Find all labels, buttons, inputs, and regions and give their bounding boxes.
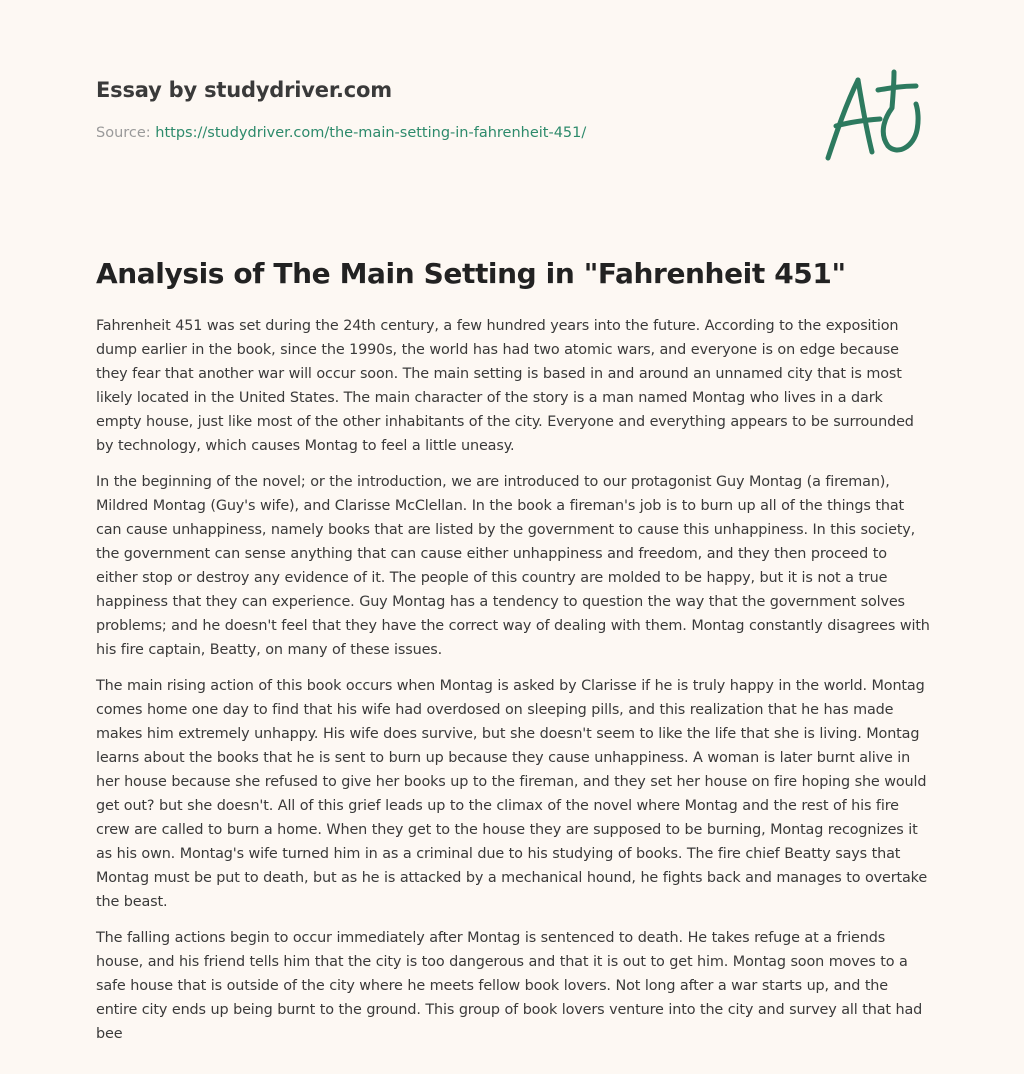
plus-horizontal-stroke	[878, 86, 916, 90]
header	[96, 76, 392, 104]
source-link[interactable]: https://studydriver.com/the-main-setting-in-fahrenheit-451/	[155, 125, 587, 141]
essay-paragraph: The main rising action of this book occurs when Montag is asked by Clarisse if he is truly happy in the world. Montag comes home one day to find that his wife had overdosed on sleeping pills, and this realization that he has made makes him extremely unhappy. His wife does survive, but she doesn't seem to like the life that she is living. Montag learns about the books that he is sent to burn up because they cause unhappiness. A woman is later burnt alive in her house because she refused to give her books up to the fireman, and they set her house on fire hoping she would get out? but she doesn't. All of this grief leads up to the climax of the novel where Montag and the rest of his fire crew are called to burn a home. When they get to the house they are supposed to be burning, Montag recognizes it as his own. Montag's wife turned him in as a criminal due to his studying of books. The fire chief Beatty says that Montag must be put to death, but as he is attacked by a mechanical hound, he fights back and manages to overtake the beast.	[96, 678, 928, 910]
essay-title: Analysis of The Main Setting in "Fahrenheit 451"	[96, 257, 846, 290]
a-right-stroke	[858, 80, 872, 152]
essay-paragraph: In the beginning of the novel; or the introduction, we are introduced to our protagonist Guy Montag (a fireman), Mildred Montag (Guy's wife), and Clarisse McClellan. In the book a fireman's job is to burn up all of the things that can cause unhappiness, namely books that are listed by the government to cause this unhappiness. In this society, the government can sense anything that can cause either unhappiness and freedom, and they then proceed to either stop or destroy any evidence of it. The people of this country are molded to be happy, but it is not a true happiness that they can experience. Guy Montag has a tendency to question the way that the government solves problems; and he doesn't feel that they have the correct way of dealing with them. Montag constantly disagrees with his fire captain, Beatty, on many of these issues.	[96, 474, 930, 658]
a-plus-logo-svg	[816, 64, 930, 168]
essay-paragraph: Fahrenheit 451 was set during the 24th century, a few hundred years into the future. According to the exposition dump earlier in the book, since the 1990s, the world has had two atomic wars, and everyone is on edge because they fear that another war will occur soon. The main setting is based in and around an unnamed city that is most likely located in the United States. The main character of the story is a man named Montag who lives in a dark empty house, just like most of the other inhabitants of the city. Everyone and everything appears to be surrounded by technology, which causes Montag to feel a little uneasy.	[96, 318, 914, 454]
source-line	[96, 123, 586, 143]
a-left-stroke	[828, 80, 858, 158]
essay-body	[96, 314, 930, 1058]
a-plus-grade-icon	[816, 64, 930, 168]
site-title: Essay by studydriver.com	[96, 78, 392, 102]
essay-paragraph: The falling actions begin to occur immediately after Montag is sentenced to death. He takes refuge at a friends house, and his friend tells him that the city is too dangerous and that it is out to get him. Montag soon moves to a safe house that is outside of the city where he meets fellow book lovers. Not long after a war starts up, and the entire city ends up being burnt to the ground. This group of book lovers venture into the city and survey all that had bee	[96, 930, 923, 1042]
source-label: Source:	[96, 125, 156, 141]
